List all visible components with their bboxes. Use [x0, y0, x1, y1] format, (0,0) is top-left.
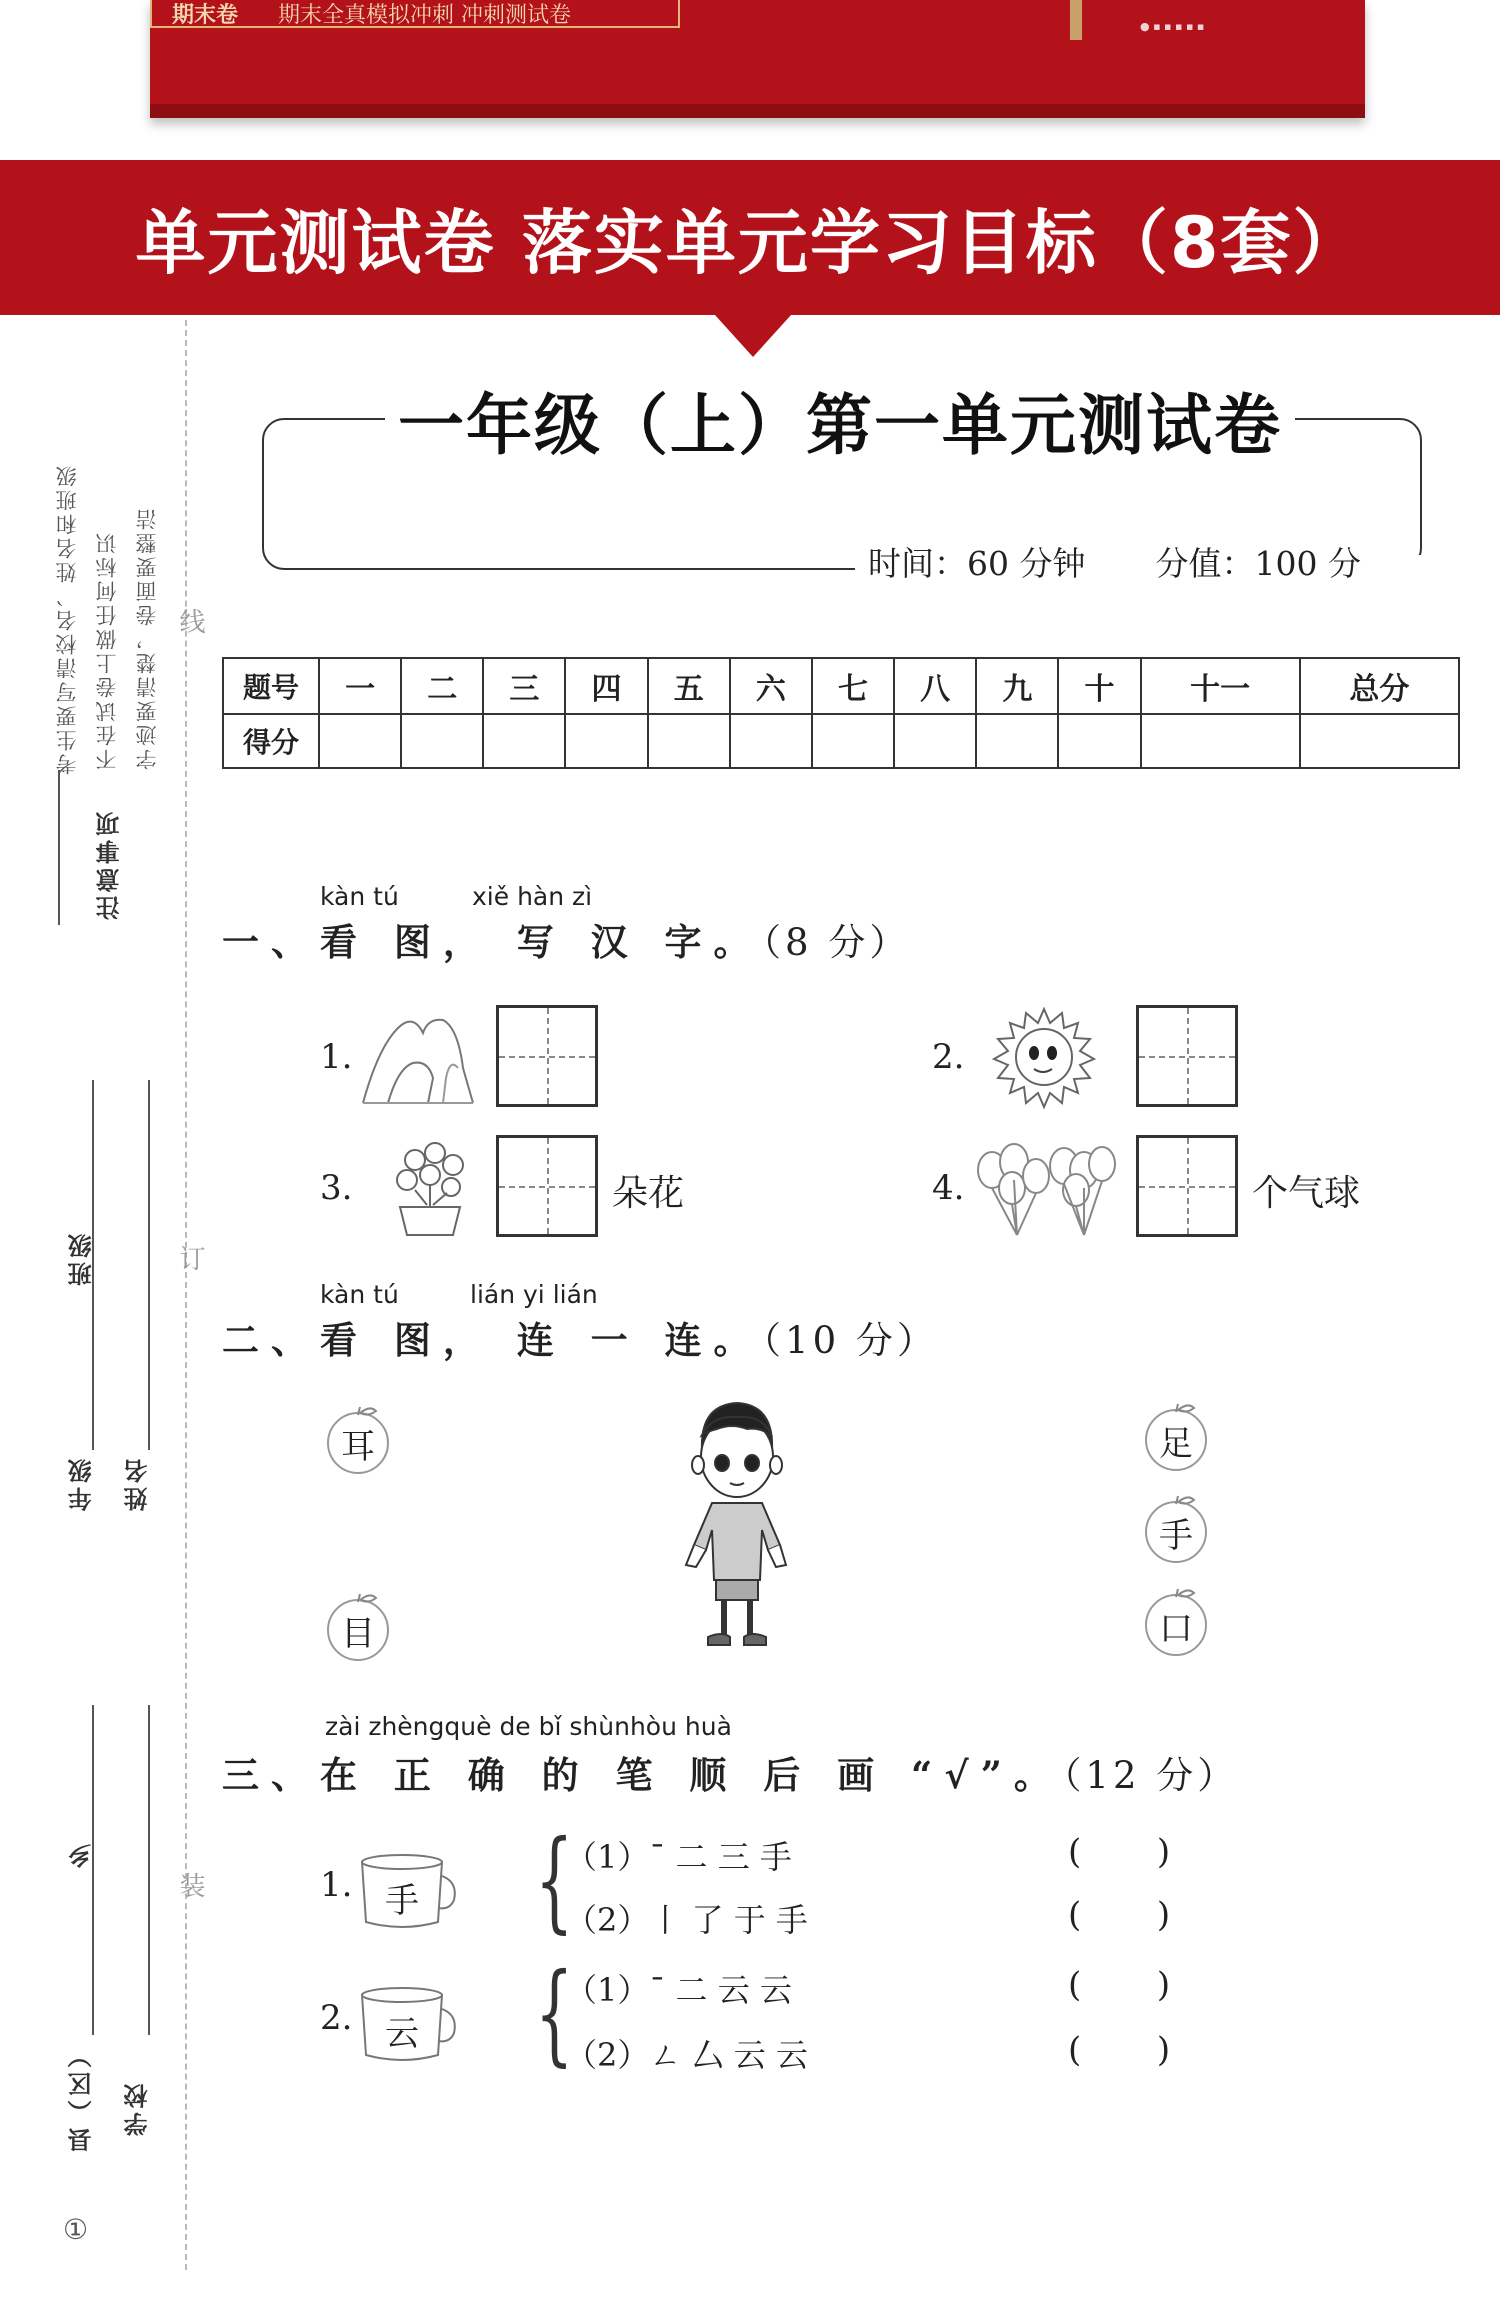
q3-g1-option-1: （1）ˉ 二 三 手	[565, 1838, 792, 1876]
score-cell[interactable]	[319, 714, 401, 768]
apple-card-foot[interactable]	[1140, 1400, 1212, 1472]
section-banner	[0, 160, 1500, 315]
q1-points: （8 分）	[762, 921, 911, 964]
score-table-header-row	[223, 658, 1459, 714]
notice-line-2: 不在试卷上做任何标识	[95, 530, 119, 770]
q1-item-2-number: 2.	[932, 1037, 965, 1077]
box-label-strong: 期末卷	[172, 2, 239, 28]
q2-words: 看 图， 连 一 连。	[320, 1318, 763, 1362]
county-field-line	[92, 1705, 94, 2035]
col-7: 七	[812, 658, 894, 714]
q3-g2-option-1: （1）ˉ 二 云 云	[565, 1971, 792, 2009]
apple-char: 手	[1159, 1515, 1193, 1556]
q3-points: （12 分）	[1062, 1754, 1239, 1797]
exam-meta	[868, 538, 1361, 585]
page-number: ①	[63, 2213, 89, 2246]
writing-grid[interactable]	[496, 1135, 598, 1237]
q1-item-4-number: 4.	[932, 1168, 965, 1208]
q3-g1-option-2: （2）丨 了 于 手	[565, 1901, 808, 1939]
score-cell[interactable]	[648, 714, 730, 768]
q2-points: （10 分）	[762, 1319, 938, 1362]
col-2: 二	[401, 658, 483, 714]
county-label: 县（区）	[68, 2040, 96, 2152]
notice-title: 注意事项	[96, 808, 124, 920]
score-cell[interactable]	[483, 714, 565, 768]
balloons-icon	[972, 1140, 1120, 1240]
col-5: 五	[648, 658, 730, 714]
q2-pinyin-2: lián yi lián	[470, 1280, 598, 1309]
product-box-label	[150, 0, 680, 28]
score-cell[interactable]	[565, 714, 647, 768]
answer-box[interactable]: ( )	[1068, 2030, 1171, 2070]
box-decoration-stripe	[1070, 0, 1082, 40]
apple-card-mouth[interactable]	[1140, 1585, 1212, 1657]
q3-group-2-number: 2.	[320, 1998, 353, 2038]
writing-grid[interactable]	[1136, 1005, 1238, 1107]
apple-char: 足	[1159, 1423, 1193, 1464]
brace-symbol: {	[535, 1816, 574, 1944]
answer-box[interactable]: ( )	[1068, 1895, 1171, 1935]
q1-pinyin-2: xiě hàn zì	[472, 882, 593, 911]
school-field-line	[148, 1705, 150, 2035]
notice-line-1: 考生要写清校名、姓名和班级	[55, 463, 79, 775]
apple-char: 耳	[341, 1426, 375, 1467]
q3-words: 在 正 确 的 笔 顺 后 画 “√”。	[320, 1753, 1063, 1797]
q3-number: 三、	[222, 1753, 320, 1797]
score-cell[interactable]	[976, 714, 1058, 768]
sun-icon	[990, 1003, 1098, 1111]
brace-symbol: {	[535, 1949, 574, 2077]
q2-number: 二、	[222, 1318, 320, 1362]
col-4: 四	[565, 658, 647, 714]
exam-score: 分值：100 分	[1155, 544, 1361, 583]
publisher-logo: ● ▪ ▪ ▪ ▪ ▪	[1140, 20, 1205, 33]
class-label: 班级	[68, 1230, 96, 1286]
score-cell[interactable]	[1141, 714, 1300, 768]
col-11: 十一	[1141, 658, 1300, 714]
cup-card	[358, 1985, 458, 2065]
col-total: 总分	[1300, 658, 1459, 714]
score-cell[interactable]	[1058, 714, 1140, 768]
score-cell[interactable]	[730, 714, 812, 768]
boy-icon	[672, 1395, 802, 1660]
grade-label: 年级	[68, 1455, 96, 1511]
cut-mark-line: 线	[175, 608, 205, 634]
col-9: 九	[976, 658, 1058, 714]
writing-grid[interactable]	[1136, 1135, 1238, 1237]
q1-words: 看 图， 写 汉 字。	[320, 920, 763, 964]
q1-item-1-number: 1.	[320, 1037, 353, 1077]
name-field-line	[148, 1080, 150, 1450]
writing-grid[interactable]	[496, 1005, 598, 1107]
answer-box[interactable]: ( )	[1068, 1832, 1171, 1872]
apple-card-eye[interactable]	[322, 1590, 394, 1662]
banner-title: 单元测试卷 落实单元学习目标（8套）	[135, 202, 1365, 284]
col-3: 三	[483, 658, 565, 714]
q1-item-3-suffix: 朵花	[612, 1173, 685, 1214]
apple-char: 目	[341, 1613, 375, 1654]
row-head-score: 得分	[223, 714, 319, 768]
cup-char: 云	[385, 2013, 419, 2054]
exam-title: 一年级（上）第一单元测试卷	[398, 386, 1282, 464]
name-label: 姓名	[124, 1455, 152, 1511]
notice-line-3: 字迹要清楚，卷面要整洁	[135, 506, 159, 770]
q3-group-1-number: 1.	[320, 1865, 353, 1905]
score-cell[interactable]	[401, 714, 483, 768]
q2-heading	[222, 1310, 938, 1364]
score-table	[222, 657, 1460, 769]
q1-heading	[222, 912, 910, 966]
col-10: 十	[1058, 658, 1140, 714]
apple-card-hand[interactable]	[1140, 1492, 1212, 1564]
township-label: 乡	[68, 1840, 96, 1868]
apple-card-ear[interactable]	[322, 1403, 394, 1475]
cut-mark-staple: 订	[175, 1245, 205, 1271]
notice-divider	[58, 770, 60, 925]
banner-pointer	[715, 315, 791, 357]
q3-g2-option-2: （2）ㄥ 厶 云 云	[565, 2036, 808, 2074]
exam-time: 时间：60 分钟	[868, 544, 1086, 583]
apple-char: 口	[1159, 1608, 1193, 1649]
flower-pot-icon	[385, 1135, 475, 1240]
col-1: 一	[319, 658, 401, 714]
score-cell[interactable]	[812, 714, 894, 768]
school-label: 学校	[124, 2080, 152, 2136]
score-table-score-row	[223, 714, 1459, 768]
q3-pinyin: zài zhèngquè de bǐ shùnhòu huà	[325, 1712, 732, 1741]
q1-item-3-number: 3.	[320, 1168, 353, 1208]
cup-card	[358, 1852, 458, 1932]
col-6: 六	[730, 658, 812, 714]
q3-heading	[222, 1745, 1238, 1799]
box-label-text: 期末全真模拟冲刺 冲刺测试卷	[278, 2, 572, 28]
answer-box[interactable]: ( )	[1068, 1965, 1171, 2005]
row-head-question-no: 题号	[223, 658, 319, 714]
q1-number: 一、	[222, 920, 320, 964]
cut-mark-bind: 装	[175, 1872, 205, 1898]
q1-item-4-suffix: 个气球	[1252, 1173, 1361, 1214]
q1-pinyin-1: kàn tú	[320, 882, 399, 911]
score-cell[interactable]	[1300, 714, 1459, 768]
q2-pinyin-1: kàn tú	[320, 1280, 399, 1309]
col-8: 八	[894, 658, 976, 714]
mountain-icon	[358, 1008, 478, 1108]
score-cell[interactable]	[894, 714, 976, 768]
cup-char: 手	[385, 1880, 419, 1921]
